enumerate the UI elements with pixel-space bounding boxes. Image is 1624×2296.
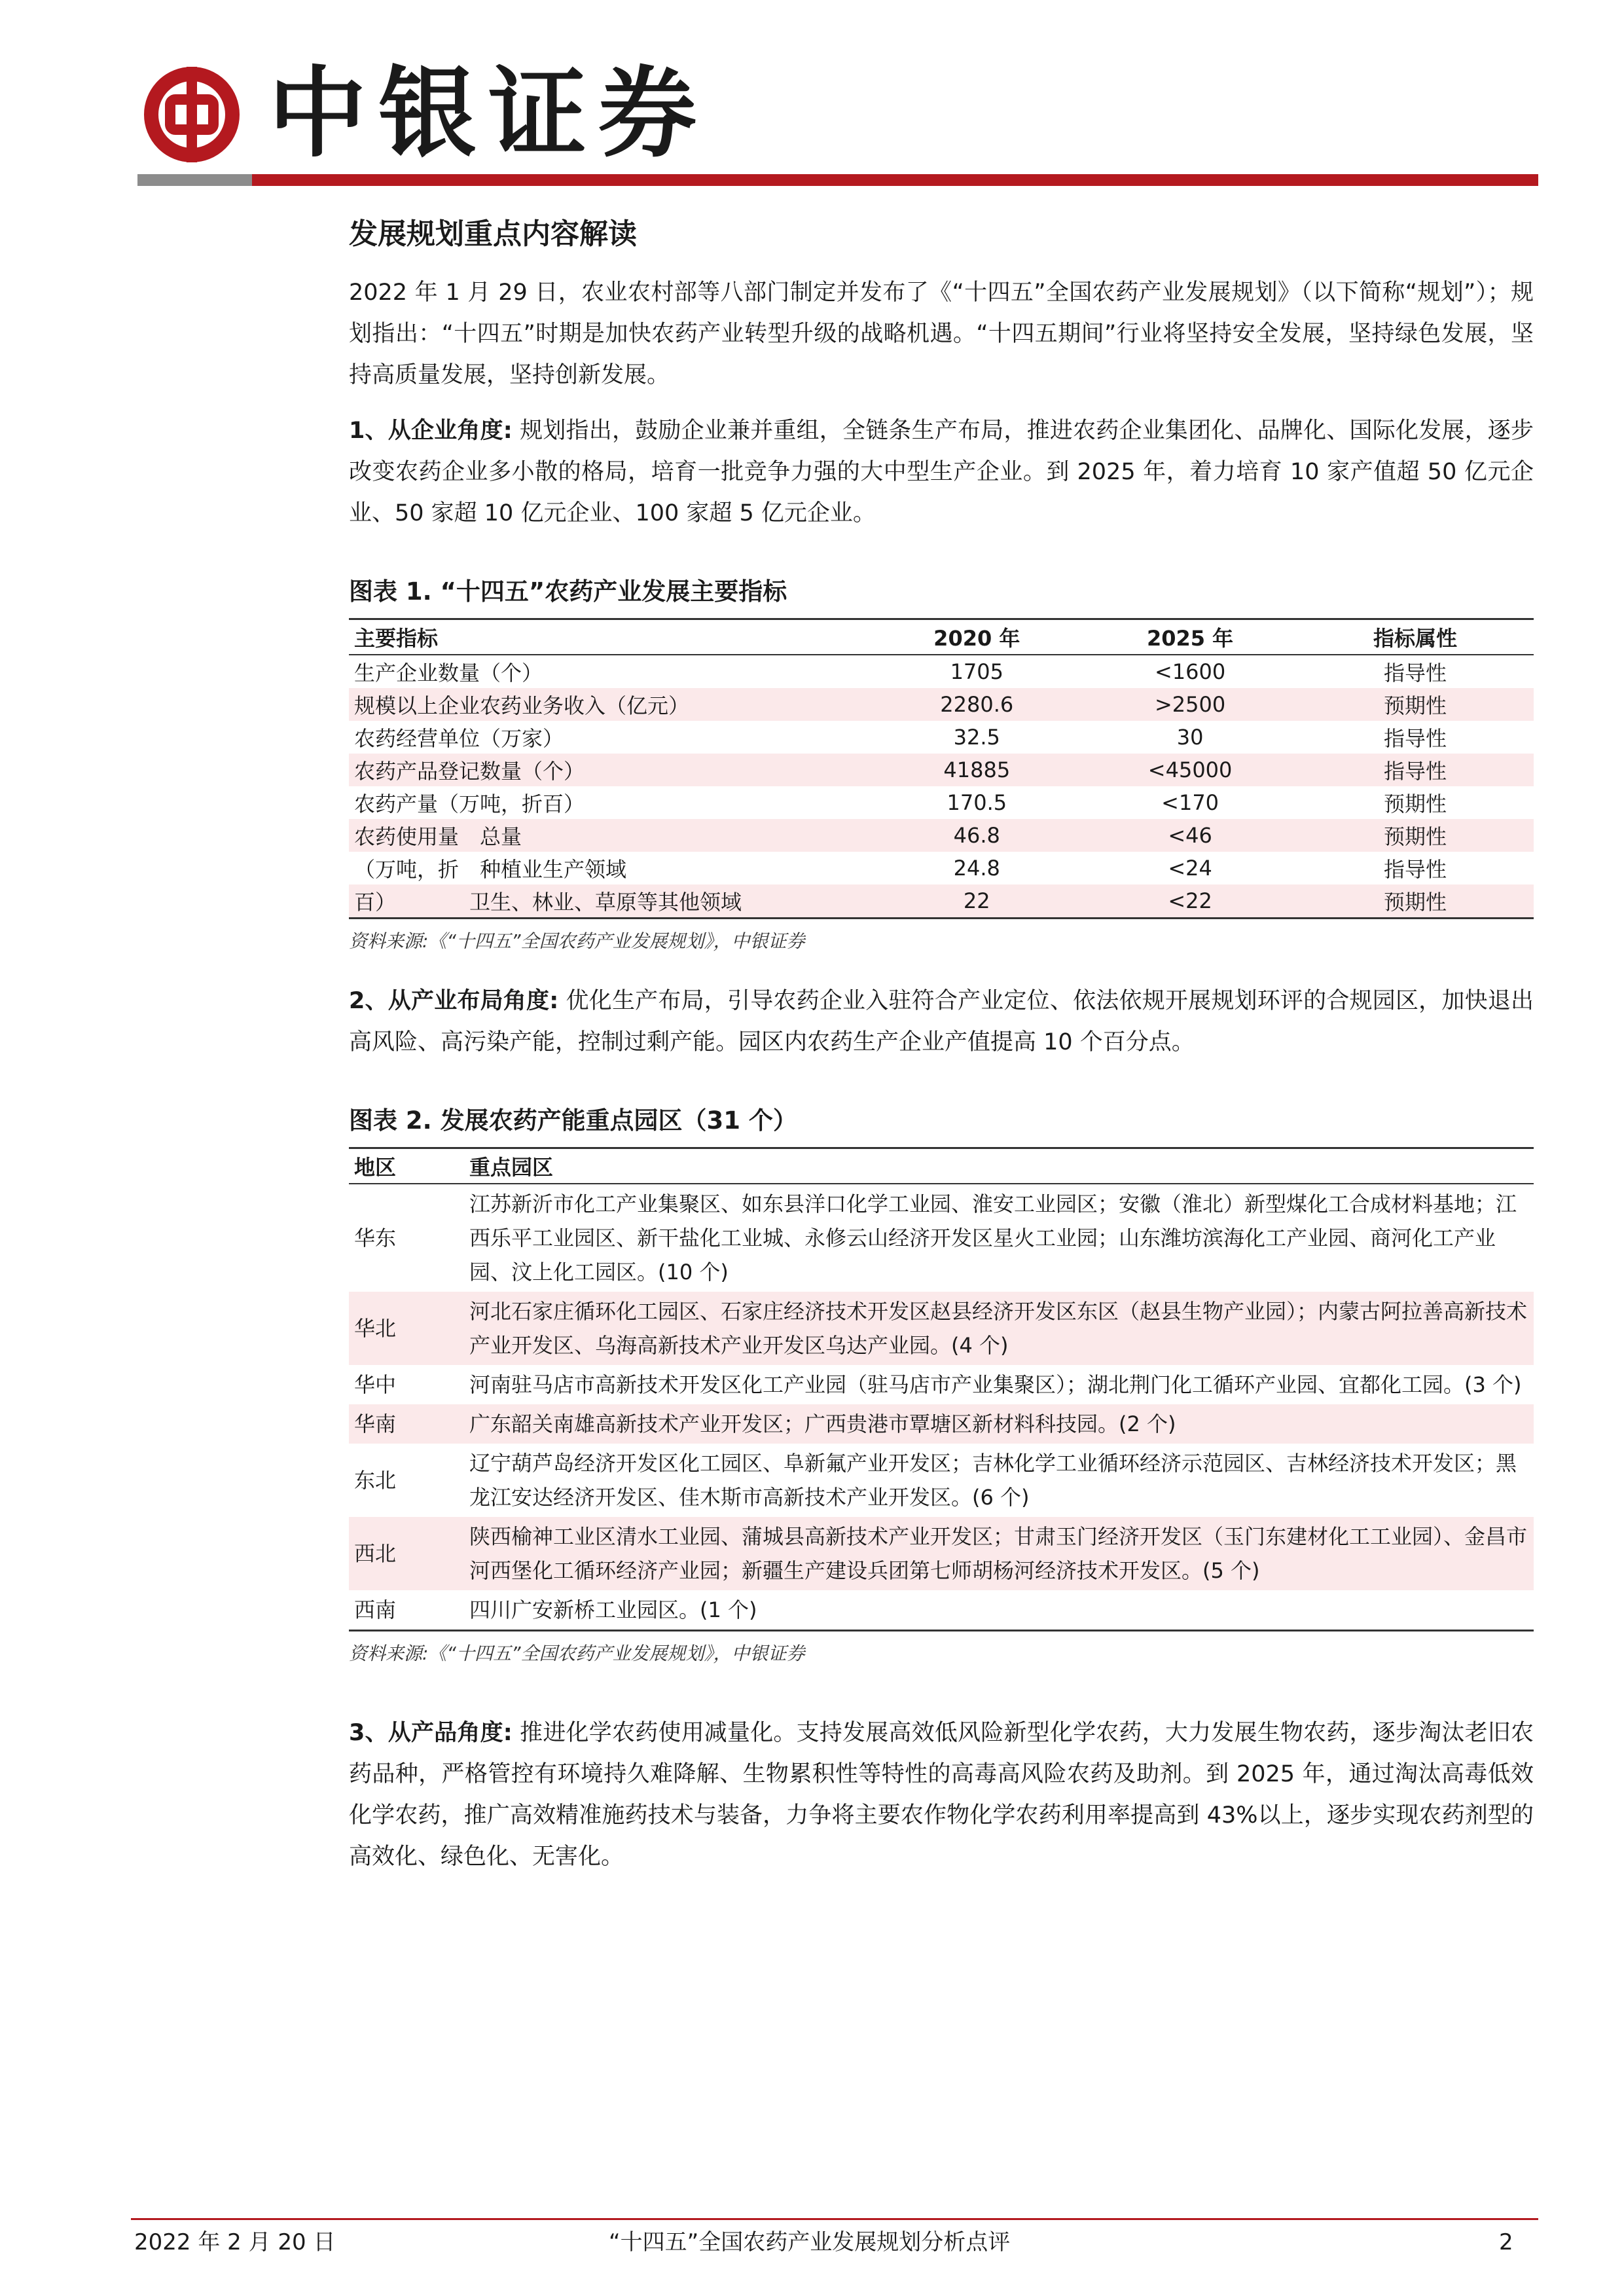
cell-attribute: 预期性 (1383, 693, 1447, 718)
cell-parks: 辽宁葫芦岛经济开发区化工园区、阜新氟产业开发区；吉林化学工业循环经济示范园区、吉林经济技术开发区；黑龙江安达经济开发区、佳木斯市高新技术产业开发区。(6 个) (469, 1451, 1517, 1510)
cell-attribute: 指导性 (1383, 759, 1447, 784)
table-row (349, 1404, 1534, 1444)
table-row (349, 655, 1534, 688)
point-product-label: 3、从产品角度: (349, 1720, 513, 1746)
section-title: 发展规划重点内容解读 (349, 217, 637, 251)
footer-rule (131, 2218, 1538, 2220)
cell-attribute: 指导性 (1383, 857, 1447, 882)
cell-2020: 41885 (943, 757, 1011, 782)
indicators-table (349, 618, 1534, 919)
page-header (0, 0, 1624, 190)
table-row (349, 1184, 1534, 1292)
point-enterprise-label: 1、从企业角度: (349, 418, 513, 444)
cell-parks: 河南驻马店市高新技术开发区化工产业园（驻马店市产业集聚区）；湖北荆门化工循环产业园、宜都化工园。(3 个) (469, 1372, 1522, 1397)
cell-2025: <22 (1168, 888, 1212, 913)
table-row (349, 884, 1534, 919)
table-row (349, 721, 1534, 754)
cell-region: 华南 (354, 1412, 397, 1436)
cell-2020: 1705 (950, 659, 1003, 684)
cell-attribute: 指导性 (1383, 726, 1447, 751)
cell-2025: <46 (1168, 823, 1212, 848)
header-rule-red (252, 174, 1538, 186)
table1-source: 资料来源:《“十四五”全国农药产业发展规划》，中银证券 (349, 930, 805, 952)
table-header-row (349, 619, 1534, 655)
point-product-text: 推进化学农药使用减量化。支持发展高效低风险新型化学农药，大力发展生物农药，逐步淘汰老旧农药品种，严格管控有环境持久难降解、生物累积性等特性的高毒高风险农药及助剂。到 2025 年，通过淘汰高毒低效化学农药，推广高效精准施药技术与装备，力争将主要农作物化学农药利用率提高到 43%以上，逐步实现农药剂型的高效化、绿色化、无害化。 (349, 1720, 1534, 1870)
col-2025: 2025 年 (1146, 626, 1234, 651)
cell-parks: 河北石家庄循环化工园区、石家庄经济技术开发区赵县经济开发区东区（赵县生物产业园）；内蒙古阿拉善高新技术产业开发区、乌海高新技术产业开发区乌达产业园。(4 个) (469, 1299, 1528, 1358)
cell-indicator: 百） 卫生、林业、草原等其他领域 (354, 890, 742, 915)
cell-indicator: 农药产品登记数量（个） (354, 759, 585, 784)
cell-attribute: 指导性 (1383, 661, 1447, 685)
table2-title: 图表 2. 发展农药产能重点园区（31 个） (349, 1106, 797, 1135)
cell-indicator: 农药产量（万吨，折百） (354, 792, 585, 816)
point-layout-label: 2、从产业布局角度: (349, 988, 559, 1014)
table-row (349, 786, 1534, 819)
table2-source: 资料来源:《“十四五”全国农药产业发展规划》，中银证券 (349, 1643, 805, 1664)
cell-region: 西北 (354, 1541, 397, 1566)
bank-of-china-logo-icon (143, 65, 241, 164)
table-row (349, 1365, 1534, 1404)
main-content (349, 210, 1534, 1892)
table-row (349, 1590, 1534, 1631)
cell-2025: <170 (1161, 790, 1219, 815)
table-header-row (349, 1148, 1534, 1184)
cell-2020: 170.5 (947, 790, 1007, 815)
col-region: 地区 (354, 1155, 397, 1180)
cell-2020: 24.8 (953, 856, 1000, 881)
table-row (349, 852, 1534, 884)
cell-parks: 四川广安新桥工业园区。(1 个) (469, 1597, 757, 1622)
cell-indicator: 农药经营单位（万家） (354, 726, 564, 751)
point-enterprise (349, 410, 1534, 534)
footer-date: 2022 年 2 月 20 日 (134, 2229, 336, 2255)
col-attribute: 指标属性 (1373, 626, 1457, 651)
cell-attribute: 预期性 (1383, 890, 1447, 915)
point-layout (349, 981, 1534, 1063)
cell-2020: 46.8 (953, 823, 1000, 848)
parks-table (349, 1147, 1534, 1631)
table-row (349, 688, 1534, 721)
col-indicator: 主要指标 (354, 626, 439, 651)
brand-name: 中银证券 (268, 56, 709, 171)
cell-parks: 陕西榆神工业区清水工业园、蒲城县高新技术产业开发区；甘肃玉门经济开发区（玉门东建材化工工业园）、金昌市河西堡化工循环经济产业园；新疆生产建设兵团第七师胡杨河经济技术开发区。(5 个) (469, 1524, 1528, 1583)
cell-indicator: 农药使用量 总量 (354, 824, 522, 849)
table-row (349, 754, 1534, 786)
point-product (349, 1713, 1534, 1878)
point-enterprise-text: 规划指出，鼓励企业兼并重组，全链条生产布局，推进农药企业集团化、品牌化、国际化发展，逐步改变农药企业多小散的格局，培育一批竞争力强的大中型生产企业。到 2025 年，着力培育 10 家产值超 50 亿元企业、50 家超 10 亿元企业、100 家超 5 亿元企业。 (349, 418, 1534, 526)
header-rule-gray (137, 174, 252, 186)
cell-region: 西南 (354, 1597, 397, 1622)
col-parks: 重点园区 (469, 1155, 554, 1180)
cell-2020: 32.5 (953, 725, 1000, 750)
cell-attribute: 预期性 (1383, 792, 1447, 816)
cell-2020: 22 (963, 888, 990, 913)
cell-indicator: （万吨，折 种植业生产领域 (354, 857, 627, 882)
cell-2025: <45000 (1147, 757, 1233, 782)
table1-title: 图表 1. “十四五”农药产业发展主要指标 (349, 577, 787, 606)
table-row (349, 819, 1534, 852)
cell-attribute: 预期性 (1383, 824, 1447, 849)
header-rule (137, 174, 1538, 186)
page-number: 2 (1499, 2229, 1513, 2255)
cell-parks: 江苏新沂市化工产业集聚区、如东县洋口化学工业园、淮安工业园区；安徽（淮北）新型煤化工合成材料基地；江西乐平工业园区、新干盐化工业城、永修云山经济开发区星火工业园；山东潍坊滨海化工产业园、商河化工产业园、汶上化工园区。(10 个) (469, 1192, 1517, 1285)
cell-region: 华东 (354, 1226, 397, 1250)
cell-2025: <1600 (1154, 659, 1226, 684)
cell-region: 华北 (354, 1316, 397, 1341)
cell-2025: <24 (1168, 856, 1212, 881)
point-layout-text: 优化生产布局，引导农药企业入驻符合产业定位、依法依规开展规划环评的合规园区，加快退出高风险、高污染产能，控制过剩产能。园区内农药生产企业产值提高 10 个百分点。 (349, 988, 1534, 1055)
footer-title: “十四五”全国农药产业发展规划分析点评 (609, 2229, 1011, 2255)
cell-parks: 广东韶关南雄高新技术产业开发区；广西贵港市覃塘区新材料科技园。(2 个) (469, 1412, 1176, 1436)
table-row (349, 1517, 1534, 1590)
cell-2025: 30 (1176, 725, 1204, 750)
cell-2020: 2280.6 (940, 692, 1014, 717)
cell-2025: >2500 (1154, 692, 1226, 717)
cell-region: 华中 (354, 1372, 397, 1397)
cell-indicator: 规模以上企业农药业务收入（亿元） (354, 693, 690, 718)
table-row (349, 1292, 1534, 1365)
col-2020: 2020 年 (933, 626, 1020, 651)
intro-paragraph: 2022 年 1 月 29 日，农业农村部等八部门制定并发布了《“十四五”全国农药产业发展规划》（以下简称“规划”）；规划指出：“十四五”时期是加快农药产业转型升级的战略机遇。“十四五期间”行业将坚持安全发展，坚持绿色发展，坚持高质量发展，坚持创新发展。 (349, 280, 1534, 388)
cell-indicator: 生产企业数量（个） (354, 661, 543, 685)
table-row (349, 1444, 1534, 1517)
cell-region: 东北 (354, 1468, 397, 1493)
